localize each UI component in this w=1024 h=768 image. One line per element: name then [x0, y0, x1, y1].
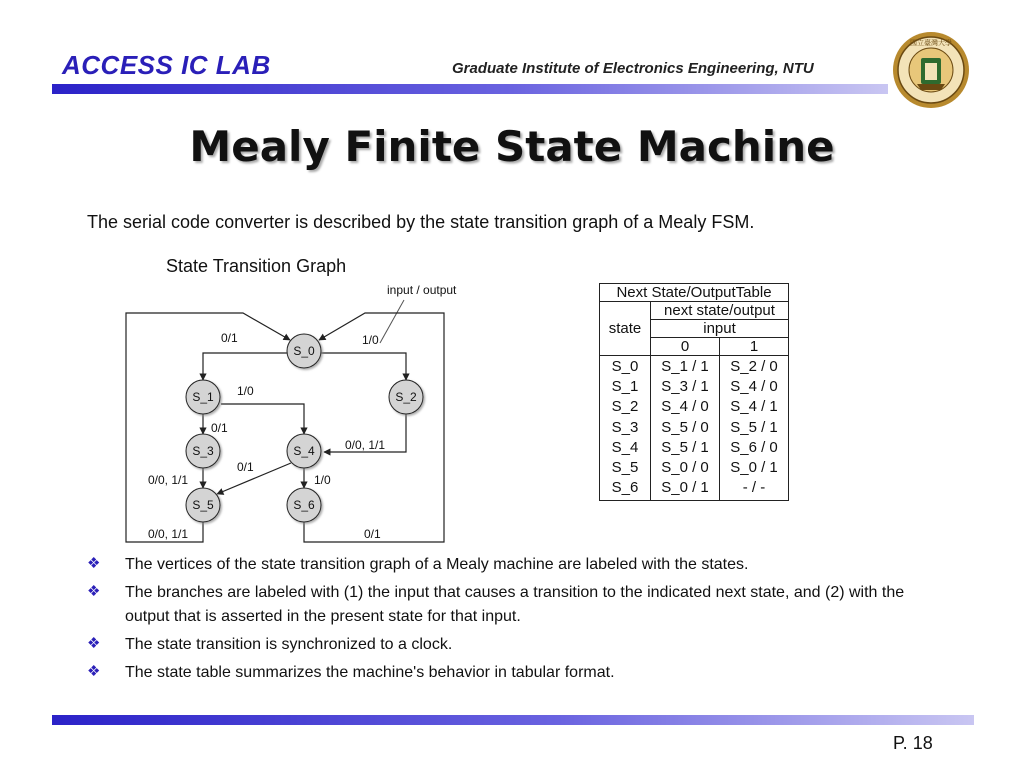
next-state-header: next state/output: [651, 302, 789, 320]
lab-logo: ACCESS IC LAB: [62, 50, 271, 80]
state-node-s4: [287, 434, 321, 468]
input-header: input: [651, 320, 789, 338]
svg-text:S_2: S_2: [395, 390, 417, 404]
legend-label: input / output: [387, 283, 457, 297]
edge-label: 0/1: [364, 527, 381, 541]
edge-label: 0/1: [221, 331, 238, 345]
edge-label: 0/0, 1/1: [345, 438, 386, 452]
footer-rule: [52, 715, 974, 725]
state-node-s5: [186, 488, 220, 522]
state-node-s0: [287, 334, 321, 368]
state-node-s1: [186, 380, 220, 414]
input-0-header: 0: [651, 338, 720, 356]
edge-s0-s1: [203, 353, 287, 380]
input-1-column: S_2 / 0 S_4 / 0 S_4 / 1 S_5 / 1 S_6 / 0 S_0 / 1 - / -: [720, 356, 789, 501]
svg-text:S_1: S_1: [192, 390, 214, 404]
intro-text: The serial code converter is described by the state transition graph of a Mealy FSM.: [87, 212, 755, 232]
edge-s6-s0: [304, 313, 444, 542]
legend-pointer: [380, 300, 404, 343]
seal-text: 國立臺灣大學: [910, 40, 952, 47]
edge-label: 1/0: [314, 473, 331, 487]
edge-label: 0/0, 1/1: [148, 473, 189, 487]
state-column: S_0 S_1 S_2 S_3 S_4 S_5 S_6: [600, 356, 651, 501]
edge-label: 0/0, 1/1: [148, 527, 189, 541]
edge-s0-s2: [321, 353, 406, 380]
bullet-text: The state transition is synchronized to a clock.: [125, 636, 453, 653]
edge-label: 1/0: [362, 333, 379, 347]
svg-text:S_4: S_4: [293, 444, 315, 458]
diamond-bullet-icon: ❖: [87, 583, 101, 600]
institute-name: Graduate Institute of Electronics Engineering, NTU: [452, 60, 814, 77]
bullet-text: The branches are labeled with (1) the input that causes a transition to the indicated next state, and (2) with the output that is asserted in the present state for that input.: [125, 584, 905, 625]
state-node-s3: [186, 434, 220, 468]
input-0-column: S_1 / 1 S_3 / 1 S_4 / 0 S_5 / 0 S_5 / 1 S_0 / 0 S_0 / 1: [651, 356, 720, 501]
edge-label: 0/1: [211, 421, 228, 435]
svg-text:S_0: S_0: [293, 344, 315, 358]
state-header: state: [600, 302, 651, 356]
diamond-bullet-icon: ❖: [87, 635, 101, 652]
input-1-header: 1: [720, 338, 789, 356]
state-node-s6: [287, 488, 321, 522]
bullet-text: The state table summarizes the machine's behavior in tabular format.: [125, 664, 615, 681]
edge-s4-s5: [217, 463, 291, 494]
svg-text:S_5: S_5: [192, 498, 214, 512]
slide-title: Mealy Finite State Machine: [189, 122, 835, 171]
edge-label: 0/1: [237, 460, 254, 474]
graph-caption: State Transition Graph: [166, 256, 347, 276]
table-title: Next State/OutputTable: [600, 284, 789, 302]
state-node-s2: [389, 380, 423, 414]
next-state-output-table: [599, 283, 789, 501]
diamond-bullet-icon: ❖: [87, 555, 101, 572]
svg-text:S_3: S_3: [192, 444, 214, 458]
bullet-text: The vertices of the state transition graph of a Mealy machine are labeled with the states.: [125, 556, 749, 573]
page-number: P. 18: [893, 733, 933, 753]
svg-text:S_6: S_6: [293, 498, 315, 512]
edge-s1-s4: [221, 404, 304, 434]
diamond-bullet-icon: ❖: [87, 663, 101, 680]
edge-label: 1/0: [237, 384, 254, 398]
